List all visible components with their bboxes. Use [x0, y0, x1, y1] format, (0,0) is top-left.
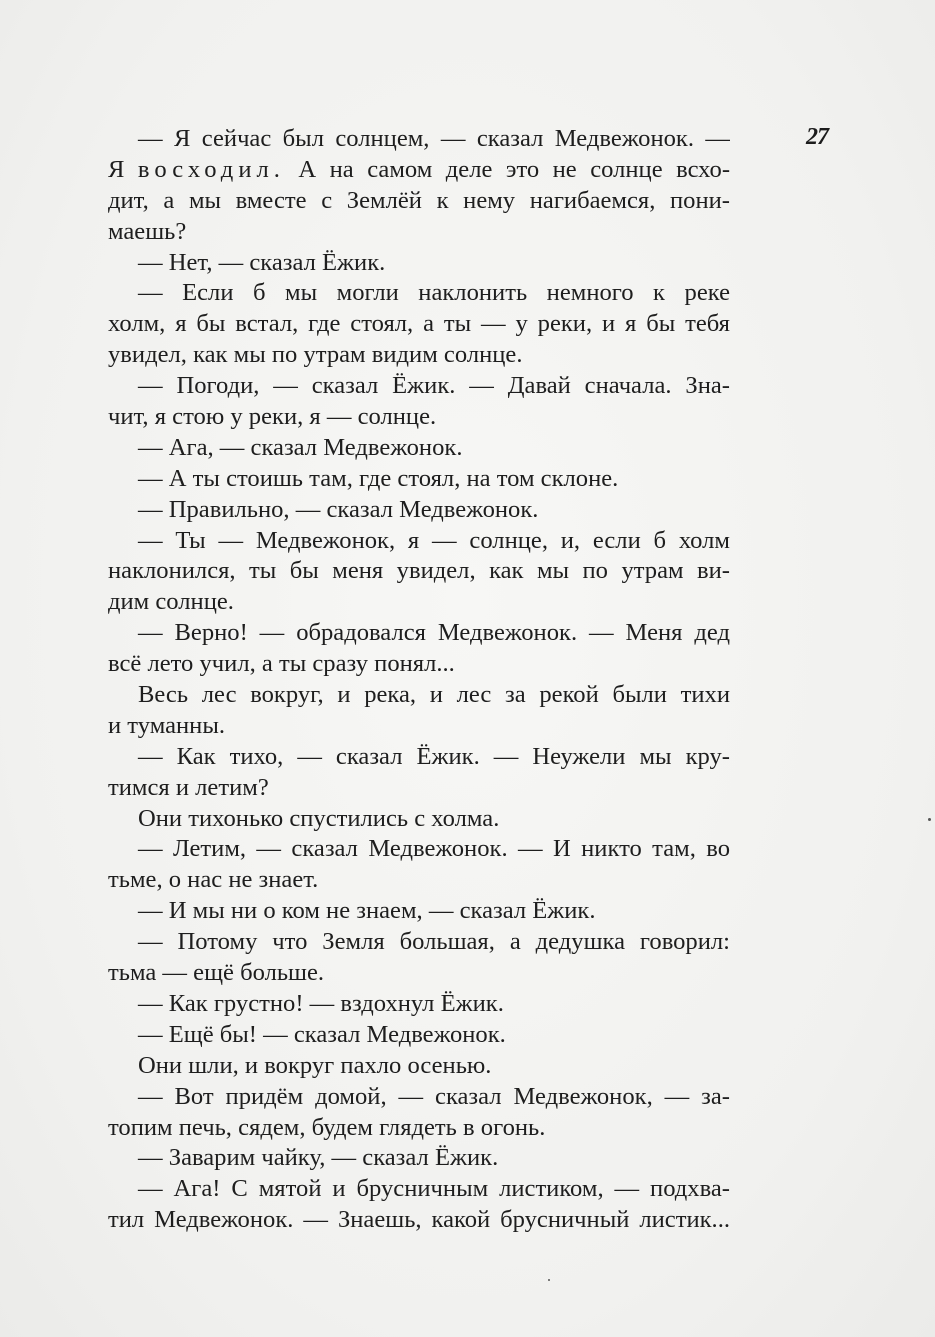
text-line: — Летим, — сказал Медвежонок. — И никто там, во — [138, 835, 730, 863]
text-line: — Ага, — сказал Медвежонок. — [138, 433, 463, 461]
text-line: — Ещё бы! — сказал Медвежонок. — [138, 1020, 506, 1048]
text-line: холм, я бы встал, где стоял, а ты — у реки, и я бы тебя — [108, 310, 730, 338]
text-line: — Правильно, — сказал Медвежонок. — [138, 495, 539, 523]
text-line: — Как тихо, — сказал Ёжик. — Неужели мы кру- — [138, 742, 730, 770]
text-line: — И мы ни о ком не знаем, — сказал Ёжик. — [138, 897, 596, 925]
text-fragment: А на самом деле это не солнце всхо- — [284, 155, 730, 183]
text-line: — Ты — Медвежонок, я — солнце, и, если б холм — [138, 526, 730, 554]
text-line: дим солнце. — [108, 588, 234, 616]
text-line — [108, 155, 730, 186]
text-line: — А ты стоишь там, где стоял, на том склоне. — [138, 464, 619, 492]
text-line: увидел, как мы по утрам видим солнце. — [108, 341, 523, 369]
spaced-word: восходил. — [137, 155, 285, 183]
text-line: всё лето учил, а ты сразу понял... — [108, 650, 455, 678]
text-line: Весь лес вокруг, и река, и лес за рекой были тихи — [138, 681, 730, 709]
scan-speck — [548, 1279, 550, 1281]
text-line: дит, а мы вместе с Землёй к нему нагибаемся, пони- — [108, 186, 730, 214]
text-line: и туманны. — [108, 711, 226, 739]
text-line: — Если б мы могли наклонить немного к реке — [138, 279, 730, 307]
text-line: чит, я стою у реки, я — солнце. — [108, 403, 437, 431]
text-line: — Нет, — сказал Ёжик. — [138, 248, 386, 276]
text-line: — Заварим чайку, — сказал Ёжик. — [138, 1144, 499, 1172]
text-line: наклонился, ты бы меня увидел, как мы по утрам ви- — [108, 557, 730, 585]
text-line: топим печь, сядем, будем глядеть в огонь. — [108, 1113, 546, 1141]
text-line: Они шли, и вокруг пахло осенью. — [138, 1051, 492, 1079]
text-line: — Погоди, — сказал Ёжик. — Давай сначала. Зна- — [138, 372, 730, 400]
scan-speck — [928, 818, 931, 821]
page-number: 27 — [806, 124, 828, 150]
text-line: — Ага! С мятой и брусничным листиком, — подхва- — [138, 1175, 730, 1203]
story-text — [108, 124, 730, 1236]
text-line: Они тихонько спустились с холма. — [138, 804, 500, 832]
text-line: тьме, о нас не знает. — [108, 866, 319, 894]
text-line: тил Медвежонок. — Знаешь, какой брусничный листик... — [108, 1206, 730, 1234]
text-line: маешь? — [108, 217, 187, 245]
text-line: тимся и летим? — [108, 773, 269, 801]
text-line: тьма — ещё больше. — [108, 959, 325, 987]
text-line: — Как грустно! — вздохнул Ёжик. — [138, 989, 504, 1017]
text-line: — Вот придём домой, — сказал Медвежонок, — за- — [138, 1082, 730, 1110]
text-line: — Потому что Земля большая, а дедушка говорил: — [138, 928, 730, 956]
text-fragment: Я — [108, 155, 138, 183]
text-line: — Верно! — обрадовался Медвежонок. — Меня дед — [138, 619, 730, 647]
text-line: — Я сейчас был солнцем, — сказал Медвежонок. — — [138, 125, 730, 152]
